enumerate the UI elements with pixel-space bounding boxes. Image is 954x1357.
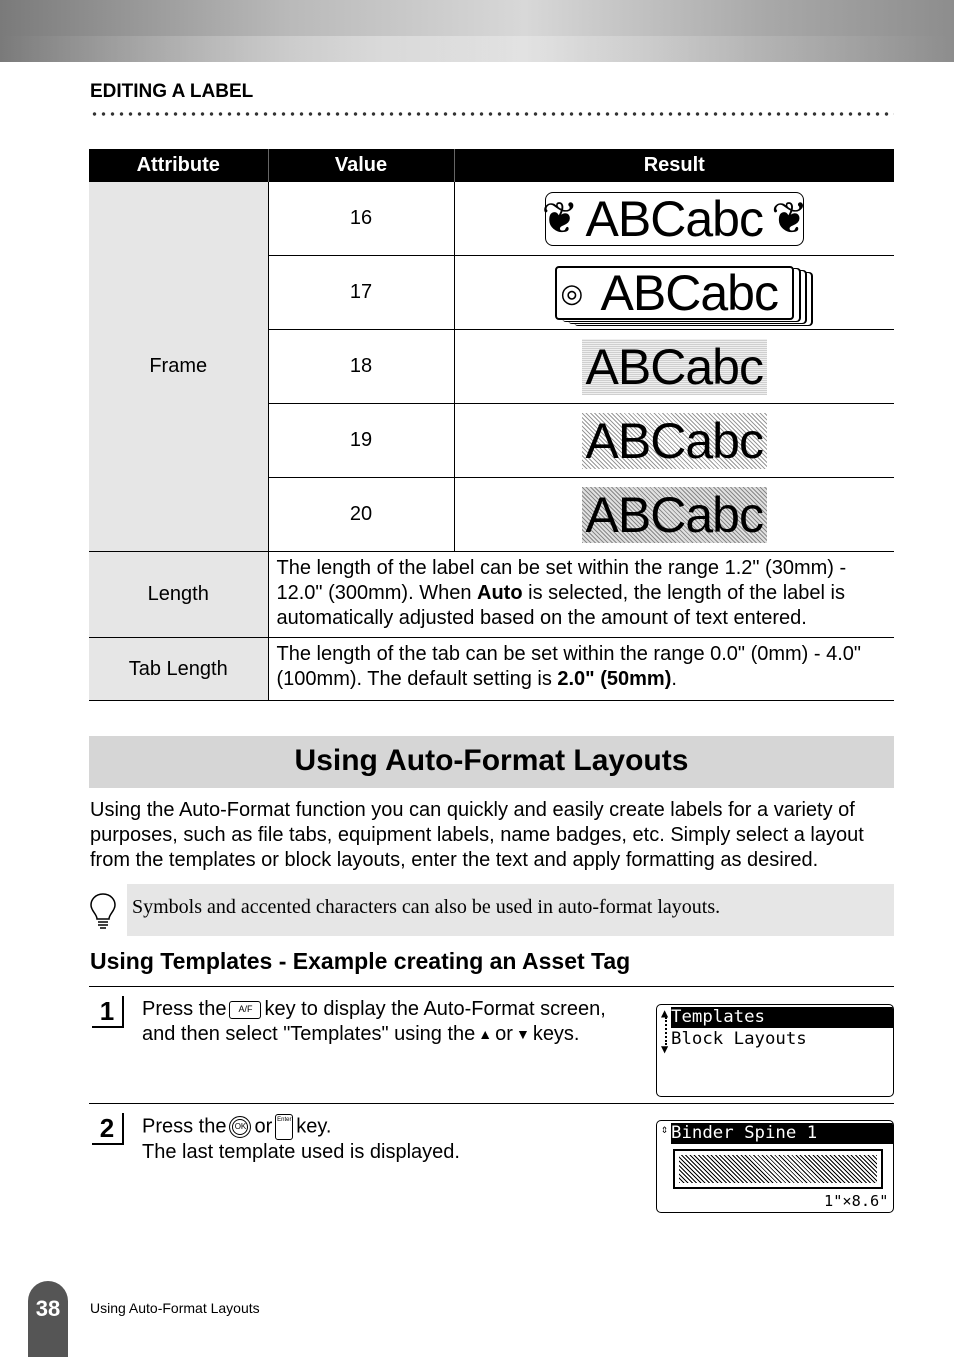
attribute-length: Length xyxy=(89,552,268,638)
lcd-screen-step-1 xyxy=(656,1004,894,1097)
subsection-title: Using Templates - Example creating an Asset Tag xyxy=(90,948,631,974)
divider-line xyxy=(89,986,894,987)
frame-result xyxy=(454,404,894,478)
attribute-table xyxy=(89,149,894,701)
frame-value: 18 xyxy=(268,330,454,404)
frame-value: 19 xyxy=(268,404,454,478)
frame-result xyxy=(454,478,894,552)
step-number: 1 xyxy=(92,996,124,1028)
step-1-text: Press the A/F key to display the Auto-Format screen, and then select "Templates" using the ▲ or ▼ keys. xyxy=(142,997,642,1047)
attribute-tab-length: Tab Length xyxy=(89,638,268,701)
scroll-roll-icon: ◎ xyxy=(560,277,583,308)
column-header-result: Result xyxy=(454,149,894,182)
note-text: Symbols and accented characters can also be used in auto-format layouts. xyxy=(127,884,894,936)
tab-length-description: The length of the tab can be set within the range 0.0" (0mm) - 4.0"(100mm). The default setting is 2.0" (50mm). xyxy=(268,638,894,701)
frame-sample-17 xyxy=(555,266,794,320)
frame-result xyxy=(454,256,894,330)
lcd-item: Block Layouts xyxy=(671,1029,807,1049)
lcd-selected-item: Binder Spine 1 xyxy=(671,1123,893,1144)
top-decorative-band xyxy=(0,0,954,62)
down-arrow-icon: ▼ xyxy=(661,1042,669,1056)
lcd-template-preview xyxy=(673,1149,883,1189)
table-header-row xyxy=(89,149,894,182)
section-header: EDITING A LABEL xyxy=(90,81,254,102)
dotted-divider xyxy=(90,110,894,118)
frame-result xyxy=(454,182,894,256)
frame-value: 17 xyxy=(268,256,454,330)
page-number: 38 xyxy=(28,1281,68,1357)
up-arrow-icon: ▲ xyxy=(661,1006,669,1020)
column-header-value: Value xyxy=(268,149,454,182)
up-arrow-icon: ▲ xyxy=(478,1026,493,1043)
section-title: Using Auto-Format Layouts xyxy=(89,736,894,788)
sample-text: ABCabc xyxy=(585,190,763,247)
table-row xyxy=(89,638,894,701)
af-key-icon: A/F xyxy=(229,1001,261,1019)
frame-sample-19: ABCabc xyxy=(582,413,767,469)
divider-line xyxy=(89,1103,894,1104)
table-row xyxy=(89,552,894,638)
footer-text: Using Auto-Format Layouts xyxy=(90,1300,260,1316)
step-2-text: Press the OK or Enter key. The last template used is displayed. xyxy=(142,1115,460,1163)
table-row xyxy=(89,182,894,256)
ok-key-icon: OK xyxy=(229,1116,251,1138)
sample-text: ABCabc xyxy=(600,264,778,321)
length-description: The length of the label can be set within the range 1.2" (30mm) - 12.0" (300mm). When Auto is selected, the length of the label is automatically adjusted based on the amount of text entered. xyxy=(268,552,894,638)
frame-sample-20: ABCabc xyxy=(582,487,767,543)
column-header-attribute: Attribute xyxy=(89,149,268,182)
ornament-left-icon: ❦ xyxy=(541,193,578,243)
enter-key-icon: Enter xyxy=(275,1114,293,1140)
lightbulb-icon xyxy=(88,891,118,931)
lcd-selected-item: Templates xyxy=(671,1007,893,1028)
lcd-label-size: 1"×8.6" xyxy=(823,1192,889,1210)
frame-sample-18: ABCabc xyxy=(582,339,767,395)
ornament-right-icon: ❦ xyxy=(771,193,807,243)
up-down-arrow-icon: ⇕ xyxy=(661,1122,669,1136)
preview-pattern xyxy=(679,1155,877,1183)
frame-value: 20 xyxy=(268,478,454,552)
frame-sample-16 xyxy=(541,190,807,247)
frame-value: 16 xyxy=(268,182,454,256)
lcd-screen-step-2 xyxy=(656,1120,894,1213)
intro-paragraph: Using the Auto-Format function you can quickly and easily create labels for a variety of purposes, such as file tabs, equipment labels, name badges, etc. Simply select a layout from the templates or block layouts, enter the text and apply formatting as desired. xyxy=(90,799,864,871)
step-number: 2 xyxy=(92,1113,124,1145)
frame-result xyxy=(454,330,894,404)
down-arrow-icon: ▼ xyxy=(515,1026,530,1043)
attribute-frame: Frame xyxy=(89,182,268,552)
